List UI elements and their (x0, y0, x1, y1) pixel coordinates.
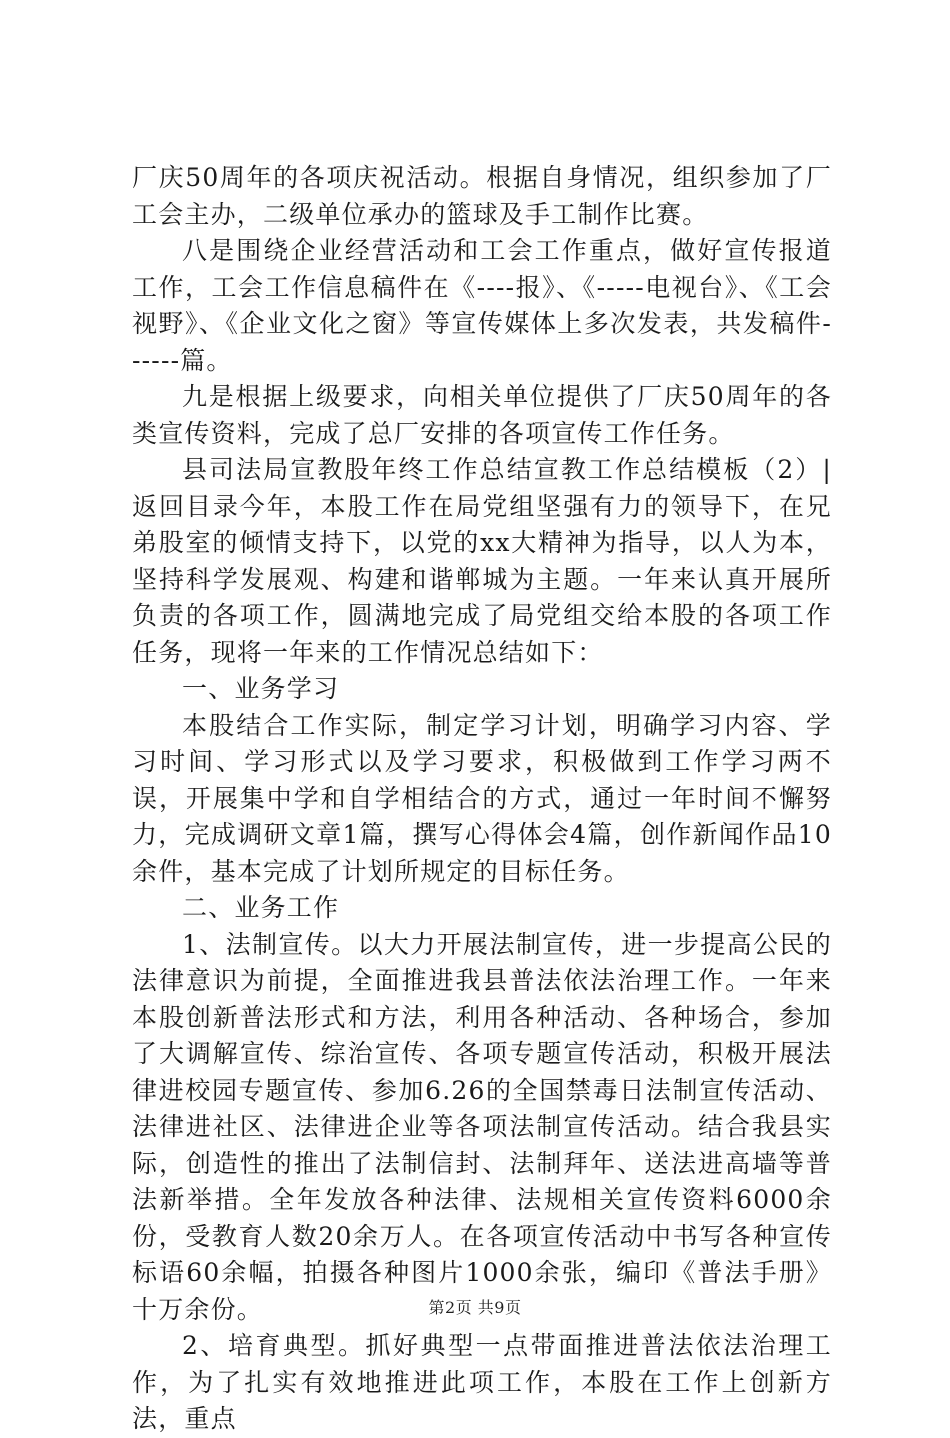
paragraph-business-study: 本股结合工作实际，制定学习计划，明确学习内容、学习时间、学习形式以及学习要求，积极做到工作学习两不误，开展集中学和自学相结合的方式，通过一年时间不懈努力，完成调研文章1篇，撰写心得体会4篇，创作新闻作品10余件，基本完成了计划所规定的目标任务。 (132, 710, 832, 886)
paragraph-item-nine: 九是根据上级要求，向相关单位提供了厂庆50周年的各类宣传资料，完成了总厂安排的各项宣传工作任务。 (132, 382, 832, 448)
document-body (132, 160, 832, 1438)
paragraph-legal-publicity: 1、法制宣传。以大力开展法制宣传，进一步提高公民的法律意识为前提，全面推进我县普法依法治理工作。一年来本股创新普法形式和方法，利用各种活动、各种场合，参加了大调解宣传、综治宣传、各项专题宣传活动，积极开展法律进校园专题宣传、参加6.26的全国禁毒日法制宣传活动、法律进社区、法律进企业等各项法制宣传活动。结合我县实际，创造性的推出了法制信封、法制拜年、送法进高墙等普法新举措。全年发放各种法律、法规相关宣传资料6000余份，受教育人数20余万人。在各项宣传活动中书写各种宣传标语60余幅，拍摄各种图片1000余张，编印《普法手册》十万余份。 (132, 929, 832, 1324)
page-number-footer: 第2页 共9页 (428, 1298, 522, 1317)
paragraph-item-eight: 八是围绕企业经营活动和工会工作重点，做好宣传报道工作，工会工作信息稿件在《----报》、《-----电视台》、《工会视野》、《企业文化之窗》等宣传媒体上多次发表，共发稿件------篇。 (132, 236, 832, 375)
section-heading-business-work: 二、业务工作 (182, 893, 340, 922)
section-heading-business-study: 一、业务学习 (182, 674, 340, 703)
paragraph-continued: 厂庆50周年的各项庆祝活动。根据自身情况，组织参加了厂工会主办，二级单位承办的篮球及手工制作比赛。 (132, 163, 832, 229)
paragraph-cultivate-models: 2、培育典型。抓好典型一点带面推进普法依法治理工作，为了扎实有效地推进此项工作，本股在工作上创新方法，重点 (132, 1331, 832, 1433)
paragraph-summary-intro: 县司法局宣教股年终工作总结宣教工作总结模板（2）|返回目录今年，本股工作在局党组坚强有力的领导下，在兄弟股室的倾情支持下，以党的xx大精神为指导，以人为本，坚持科学发展观、构建和谐郸城为主题。一年来认真开展所负责的各项工作，圆满地完成了局党组交给本股的各项工作任务，现将一年来的工作情况总结如下： (132, 455, 832, 667)
